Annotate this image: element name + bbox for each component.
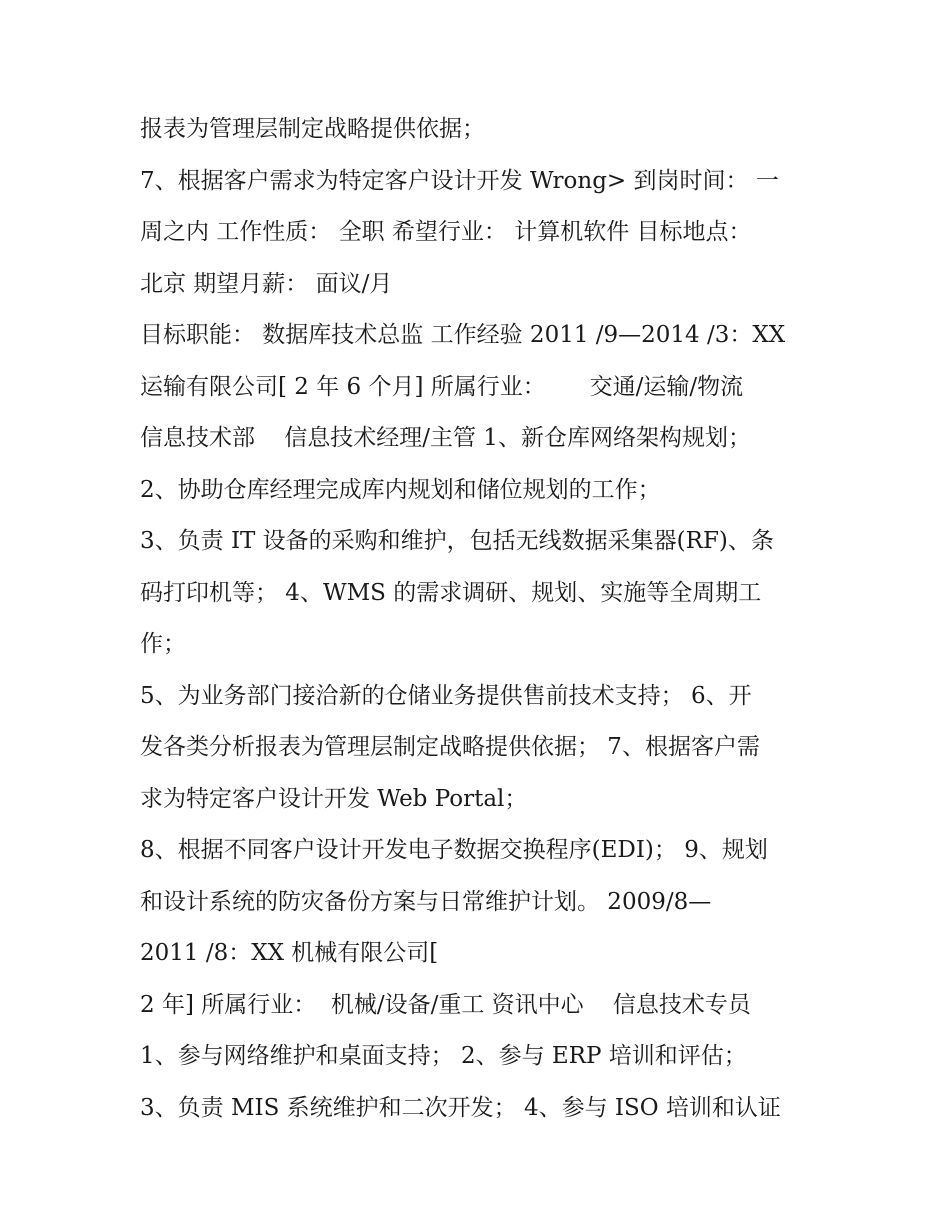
text-line: 北京 期望月薪： 面议/月 (140, 270, 393, 297)
text-line: 运输有限公司[ 2 年 6 个月] 所属行业： 交通/运输/物流 (140, 373, 744, 400)
text-line: 和设计系统的防灾备份方案与日常维护计划。 2009/8— (140, 888, 712, 915)
text-line: 2011 /8：XX 机械有限公司[ (140, 940, 439, 966)
text-line: 3、负责 MIS 系统维护和二次开发； 4、参与 ISO 培训和认证 (140, 1094, 781, 1121)
text-line: 5、为业务部门接洽新的仓储业务提供售前技术支持； 6、开 (140, 682, 752, 709)
text-line: 2 年] 所属行业： 机械/设备/重工 资讯中心 信息技术专员 (140, 991, 751, 1018)
text-line: 2、协助仓库经理完成库内规划和储位规划的工作； (140, 476, 661, 503)
text-line: 码打印机等； 4、WMS 的需求调研、规划、实施等全周期工 (140, 579, 762, 606)
text-line: 目标职能： 数据库技术总监 工作经验 2011 /9—2014 /3：XX (140, 322, 786, 348)
text-line: 3、负责 IT 设备的采购和维护，包括无线数据采集器(RF)、条 (140, 528, 774, 554)
text-line: 报表为管理层制定战略提供依据； (140, 116, 485, 142)
text-line: 8、根据不同客户设计开发电子数据交换程序(EDI)； 9、规划 (140, 837, 768, 863)
text-line: 信息技术部 信息技术经理/主管 1、新仓库网络架构规划； (140, 425, 751, 451)
text-line: 作； (140, 631, 186, 657)
text-line: 求为特定客户设计开发 Web Portal； (140, 785, 528, 812)
text-line: 周之内 工作性质： 全职 希望行业： 计算机软件 目标地点： (140, 219, 752, 245)
text-line: 1、参与网络维护和桌面支持； 2、参与 ERP 培训和评估； (140, 1043, 747, 1069)
resume-text-body (140, 104, 820, 1134)
text-line: 发各类分析报表为管理层制定战略提供依据； 7、根据客户需 (140, 734, 760, 760)
text-line: 7、根据客户需求为特定客户设计开发 Wrong> 到岗时间： 一 (140, 167, 779, 194)
